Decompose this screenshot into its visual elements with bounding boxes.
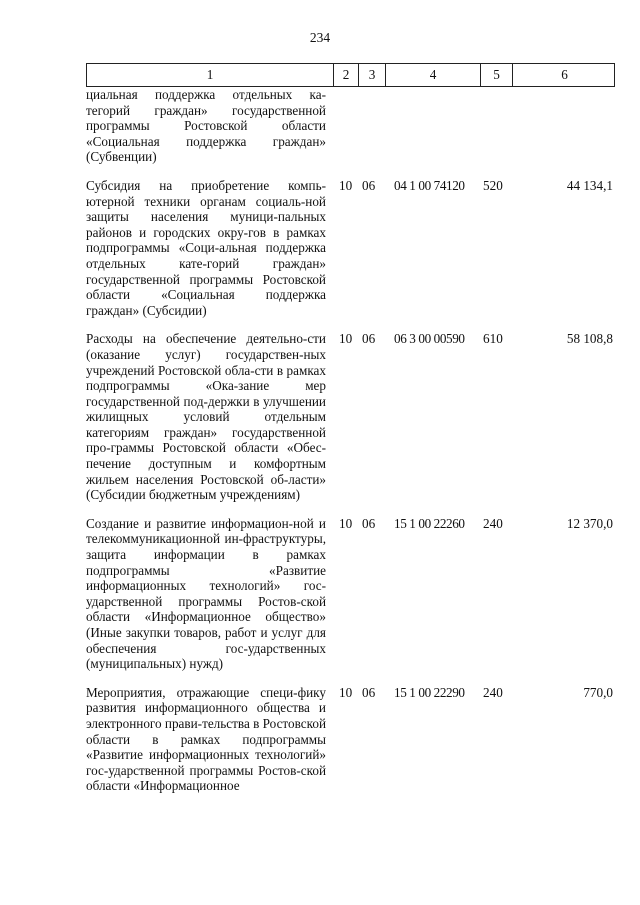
header-col-1: 1: [206, 67, 214, 82]
table-row: [86, 87, 615, 165]
row-subsection: 06: [362, 331, 376, 347]
row-section: [332, 87, 357, 165]
budget-table: [86, 63, 615, 807]
row-amount: 58 108,8: [566, 331, 613, 347]
table-row: [86, 331, 615, 503]
row-amount: [511, 87, 615, 165]
row-expense-type: 610: [483, 331, 503, 347]
header-col-6: 6: [512, 64, 616, 86]
row-subsection: [357, 87, 384, 165]
row-description: Создание и развитие информацион-ной и телекоммуникационной ин-фраструктуры, защита информации в рамках подпрограммы «Развитие информационных технологий» гос-ударственной программы Ростов-ской области «Информационное общество» (Иные закупки товаров, работ и услуг для обеспечения гос-ударственных (муниципальных) нужд): [86, 515, 326, 672]
row-target-code: 15 1 00 22260: [394, 515, 465, 531]
table-row: [86, 178, 615, 318]
row-description: Расходы на обеспечение деятельно-сти (оказание услуг) государствен-ных учреждений Ростовской обла-сти в рамках подпрограммы «Ока-зание мер государственной под-держки в улучшении жилищных условий отдельным категориям граждан» государственной про-граммы Ростовской области «Обес-печение доступным и комфортным жильем населения Ростовской об-ласти» (Субсидии бюджетным учреждениям): [86, 331, 326, 503]
row-target-code: 04 1 00 74120: [394, 177, 465, 193]
row-subsection: 06: [362, 684, 376, 700]
header-col-2: 2: [333, 64, 358, 86]
row-section: 10: [339, 684, 353, 700]
row-description: Субсидия на приобретение компь-ютерной техники органам социаль-ной защиты населения муници-пальных районов и городских окру-гов в рамках подпрограммы «Соци-альная поддержка отдельных кате-горий граждан» государственной программы Ростовской области «Социальная поддержка граждан» (Субсидии): [86, 177, 326, 318]
table-header: [86, 63, 615, 87]
row-expense-type: 240: [483, 684, 503, 700]
page-number: 234: [309, 30, 331, 45]
row-expense-type: [479, 87, 511, 165]
header-col-4: 4: [385, 64, 480, 86]
row-section: 10: [339, 331, 353, 347]
row-target-code: 15 1 00 22290: [394, 684, 465, 700]
header-col-5: 5: [480, 64, 512, 86]
row-section: 10: [339, 177, 353, 193]
table-row: [86, 516, 615, 672]
row-expense-type: 520: [483, 177, 503, 193]
row-target-code: 06 3 00 00590: [394, 331, 465, 347]
row-expense-type: 240: [483, 515, 503, 531]
row-description: циальная поддержка отдельных ка-тегорий граждан» государственной программы Ростовской области «Социальная поддержка граждан» (Субвенции): [86, 87, 326, 165]
row-subsection: 06: [362, 515, 376, 531]
header-col-3: 3: [358, 64, 385, 86]
row-subsection: 06: [362, 177, 376, 193]
row-description: Мероприятия, отражающие специ-фику развития информационного общества и электронного прави-тельства в Ростовской области в рамках подпрограммы «Развитие информационных технологий» гос-ударственной программы Ростов-ской области «Информационное: [86, 684, 326, 794]
table-row: [86, 685, 615, 794]
row-target-code: [384, 87, 479, 165]
row-amount: 12 370,0: [566, 515, 613, 531]
row-amount: 770,0: [583, 684, 613, 700]
row-amount: 44 134,1: [566, 177, 613, 193]
row-section: 10: [339, 515, 353, 531]
